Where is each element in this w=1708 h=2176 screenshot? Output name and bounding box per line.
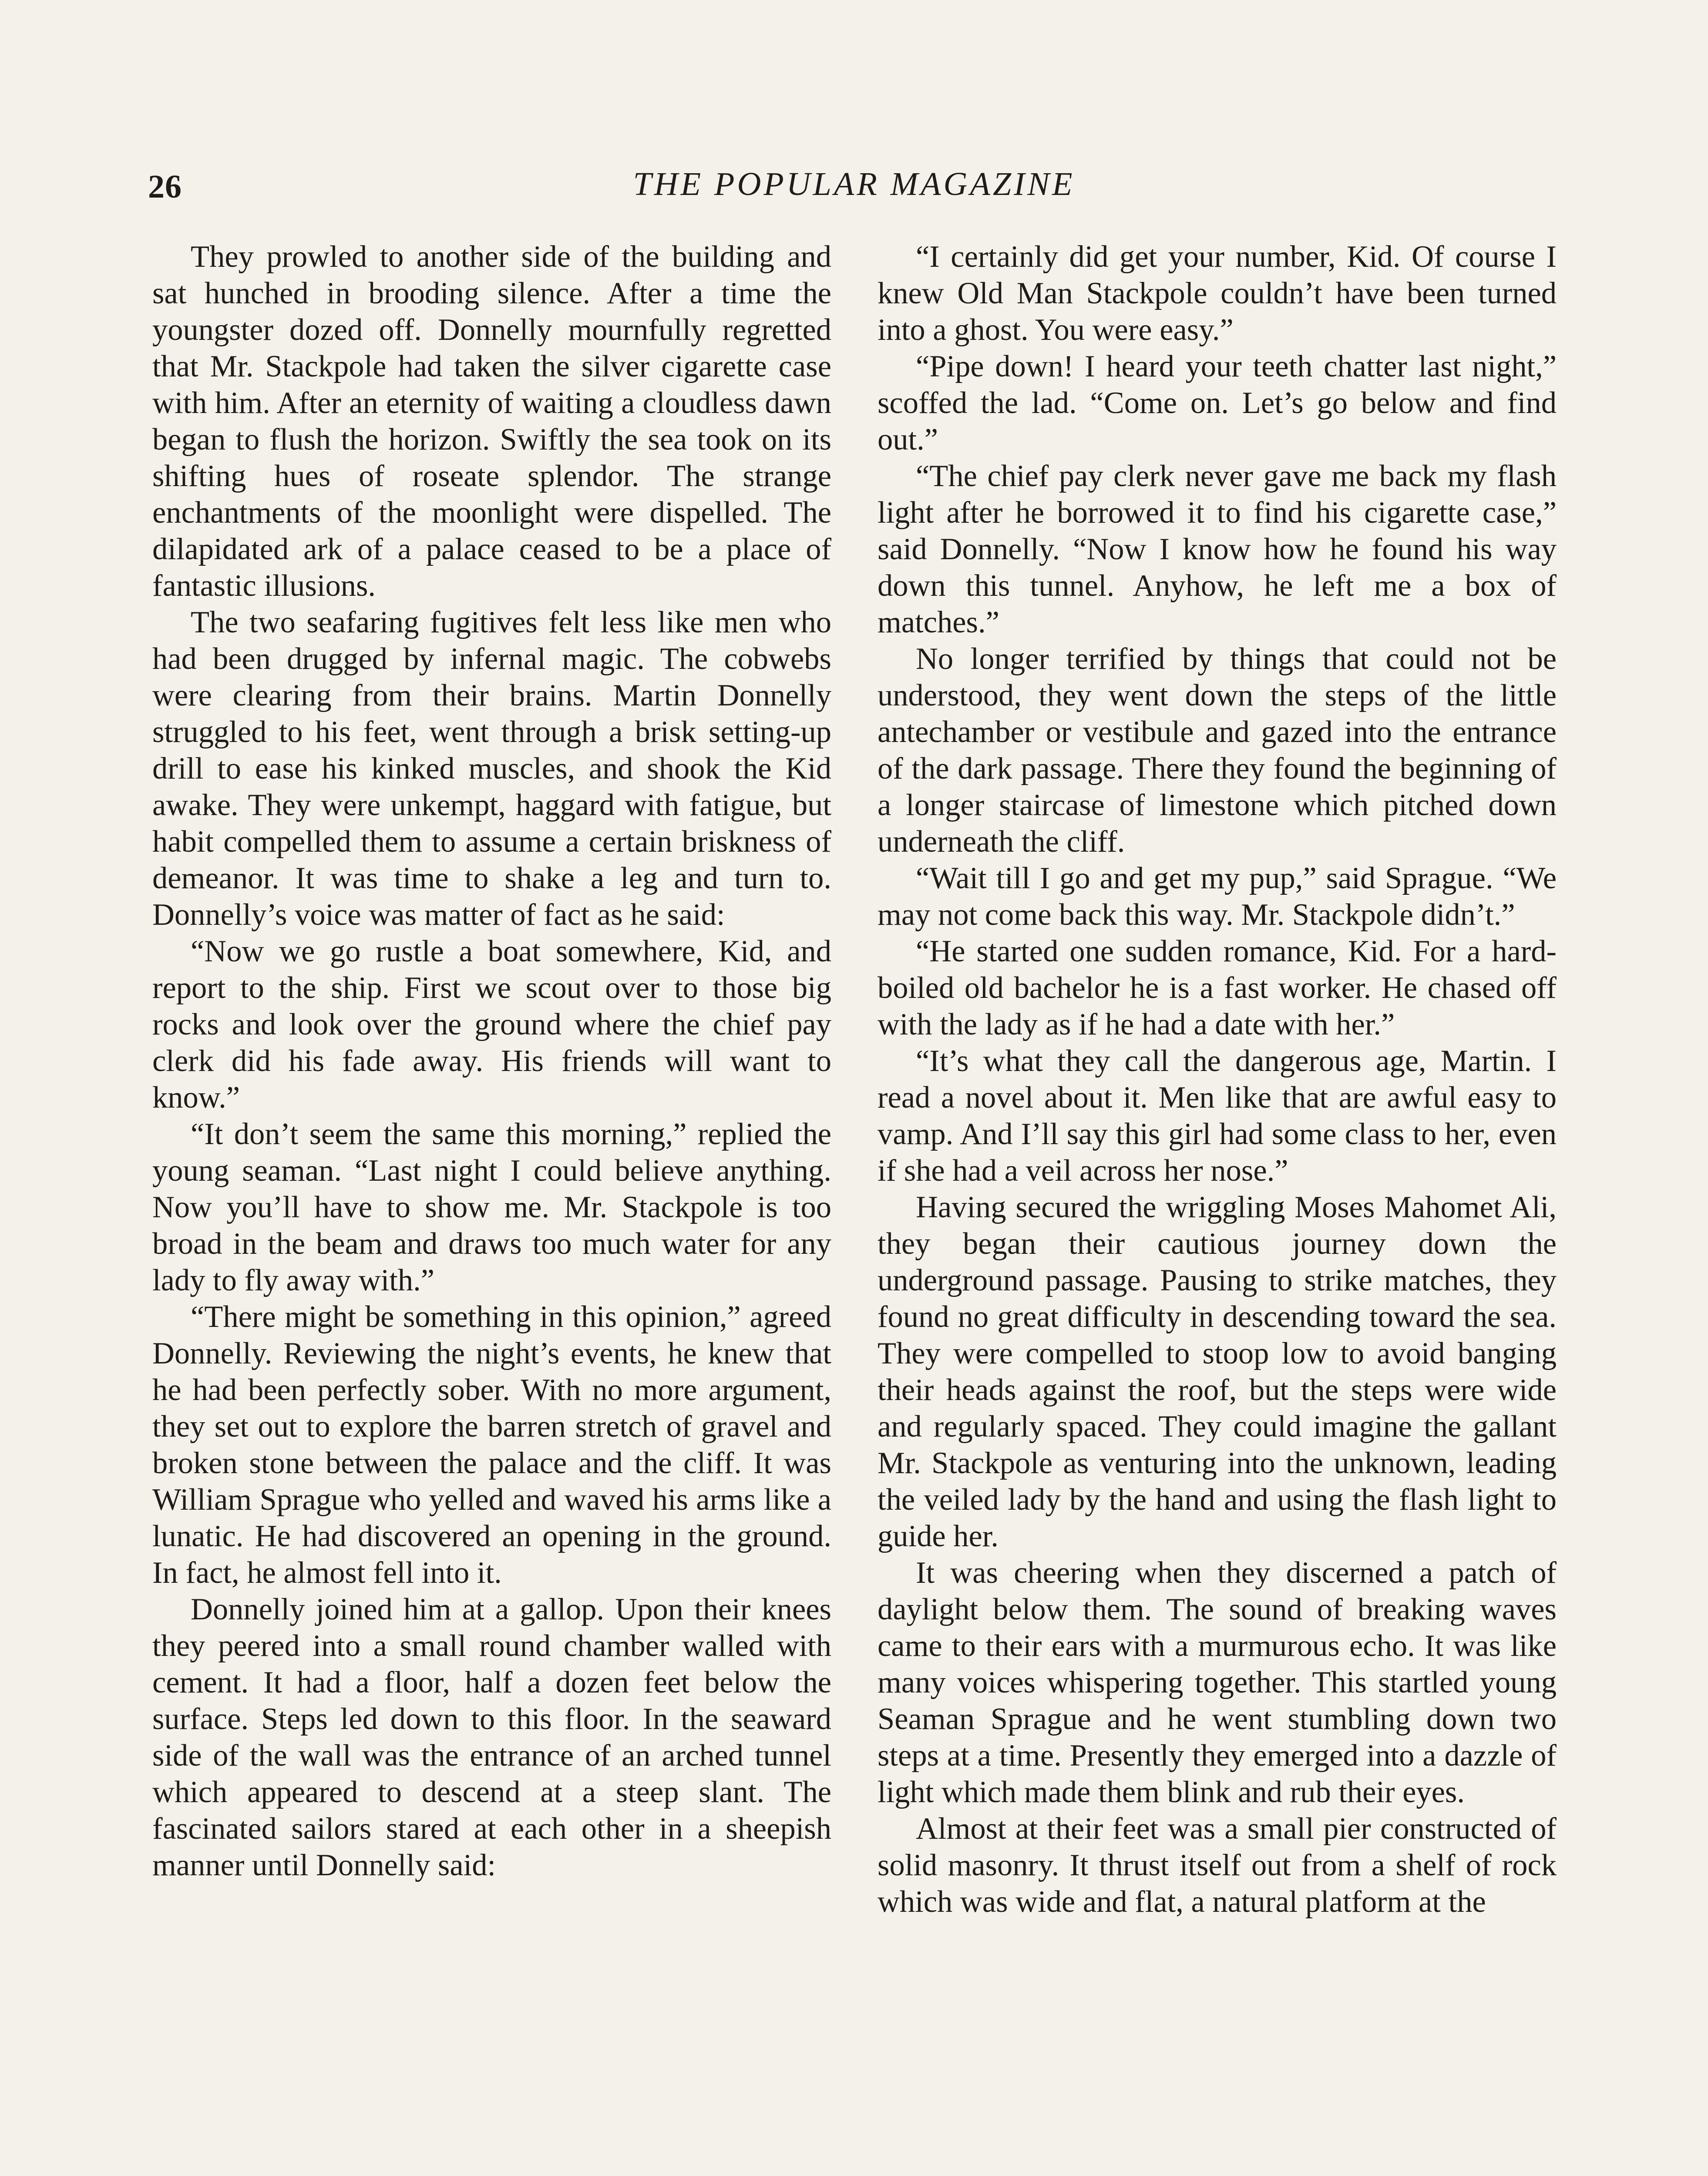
- paragraph: Donnelly joined him at a gallop. Upon their knees they peered into a small round chamber walled with cement. It had a floor, half a dozen feet below the surface. Steps led down to this floor. In the seaward side of the wall was the entrance of an arched tunnel which appeared to descend at a steep slant. The fascinated sailors stared at each other in a sheepish manner until Donnelly said:: [152, 1592, 831, 1882]
- paragraph: “Now we go rustle a boat somewhere, Kid, and report to the ship. First we scout over to those big rocks and look over the ground where the chief pay clerk did his fade away. His friends will want to know.”: [152, 934, 831, 1115]
- paragraph: The two seafaring fugitives felt less like men who had been drugged by infernal magic. The cobwebs were clearing from their brains. Martin Donnelly struggled to his feet, went through a brisk setting-up drill to ease his kinked muscles, and shook the Kid awake. They were unkempt, haggard with fatigue, but habit compelled them to assume a certain briskness of demeanor. It was time to shake a leg and turn to. Donnelly’s voice was matter of fact as he said:: [152, 605, 831, 932]
- paragraph: “It don’t seem the same this morning,” replied the young seaman. “Last night I could believe anything. Now you’ll have to show me. Mr. Stackpole is too broad in the beam and draws too much water for any lady to fly away with.”: [152, 1117, 831, 1297]
- paragraph: “It’s what they call the dangerous age, Martin. I read a novel about it. Men like that are awful easy to vamp. And I’ll say this girl had some class to her, even if she had a veil across her nose.”: [878, 1044, 1557, 1188]
- paragraph: “There might be something in this opinion,” agreed Donnelly. Reviewing the night’s events, he knew that he had been perfectly sober. With no more argument, they set out to explore the barren stretch of gravel and broken stone between the palace and the cliff. It was William Sprague who yelled and waved his arms like a lunatic. He had discovered an opening in the ground. In fact, he almost fell into it.: [152, 1300, 831, 1590]
- page-number: 26: [148, 168, 182, 205]
- paragraph: It was cheering when they discerned a patch of daylight below them. The sound of breaking waves came to their ears with a murmurous echo. It was like many voices whispering together. This startled young Seaman Sprague and he went stumbling down two steps at a time. Presently they emerged into a dazzle of light which made them blink and rub their eyes.: [878, 1556, 1557, 1809]
- paragraph: They prowled to another side of the building and sat hunched in brooding silence. After a time the youngster dozed off. Donnelly mournfully regretted that Mr. Stackpole had taken the silver cigarette case with him. After an eternity of waiting a cloudless dawn began to flush the horizon. Swiftly the sea took on its shifting hues of roseate splendor. The strange enchantments of the moonlight were dispelled. The dilapidated ark of a palace ceased to be a place of fantastic illusions.: [152, 240, 831, 603]
- paragraph: “Pipe down! I heard your teeth chatter last night,” scoffed the lad. “Come on. Let’s go below and find out.”: [878, 349, 1557, 457]
- left-column: [152, 238, 831, 1884]
- paragraph: Almost at their feet was a small pier constructed of solid masonry. It thrust itself out from a shelf of rock which was wide and flat, a natural platform at the: [878, 1812, 1557, 1919]
- paragraph: “The chief pay clerk never gave me back my flash light after he borrowed it to find his cigarette case,” said Donnelly. “Now I know how he found his way down this tunnel. Anyhow, he left me a box of matches.”: [878, 459, 1557, 639]
- running-head: THE POPULAR MAGAZINE: [633, 166, 1075, 202]
- right-column: [878, 238, 1557, 1920]
- paragraph: “Wait till I go and get my pup,” said Sprague. “We may not come back this way. Mr. Stackpole didn’t.”: [878, 861, 1557, 932]
- paragraph: “He started one sudden romance, Kid. For a hard-boiled old bachelor he is a fast worker. He chased off with the lady as if he had a date with her.”: [878, 934, 1557, 1041]
- paragraph: No longer terrified by things that could not be understood, they went down the steps of the little antechamber or vestibule and gazed into the entrance of the dark passage. There they found the beginning of a longer staircase of limestone which pitched down underneath the cliff.: [878, 642, 1557, 859]
- paragraph: Having secured the wriggling Moses Mahomet Ali, they began their cautious journey down the underground passage. Pausing to strike matches, they found no great difficulty in descending toward the sea. They were compelled to stoop low to avoid banging their heads against the roof, but the steps were wide and regularly spaced. They could imagine the gallant Mr. Stackpole as venturing into the unknown, leading the veiled lady by the hand and using the flash light to guide her.: [878, 1190, 1557, 1553]
- paragraph: “I certainly did get your number, Kid. Of course I knew Old Man Stackpole couldn’t have been turned into a ghost. You were easy.”: [878, 240, 1557, 347]
